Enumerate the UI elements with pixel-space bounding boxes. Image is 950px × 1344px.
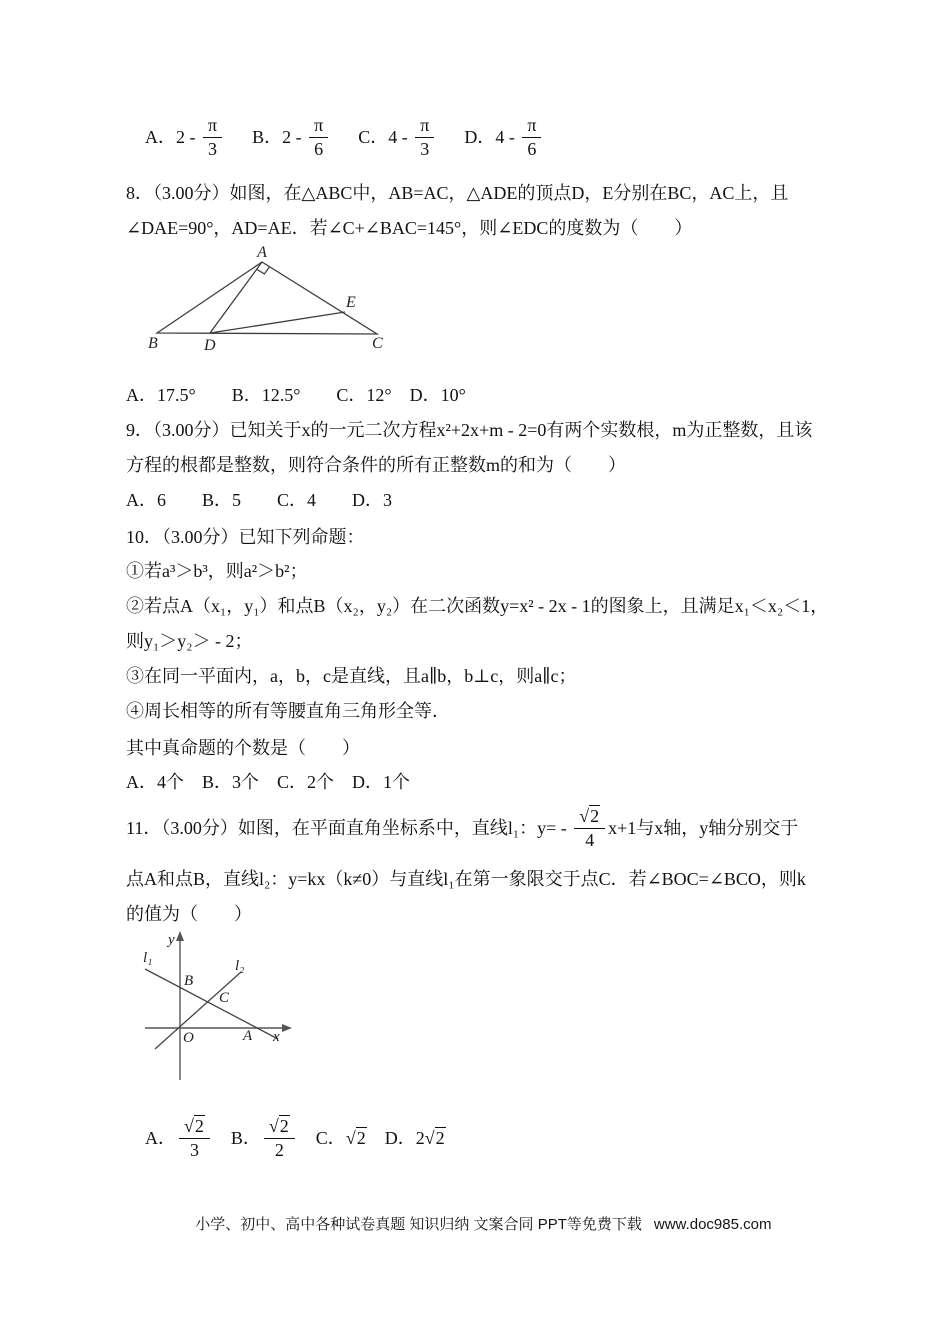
triangle-abc — [157, 262, 377, 334]
vertex-label-e: E — [346, 294, 356, 311]
fraction: $\frac{√2}{4}$ — [574, 806, 605, 850]
option-pre: 4 - — [495, 127, 520, 147]
q10-statement-4: ④周长相等的所有等腰直角三角形全等． — [126, 701, 450, 721]
q11-stem-line1-pre: 11．（3.00分）如图，在平面直角坐标系中，直线l₁：y= - — [126, 818, 572, 838]
q7-option-a — [145, 115, 225, 159]
q9-options-row: A．6 B．5 C．4 D．3 — [126, 490, 393, 510]
radical-expression: √2 — [424, 1128, 445, 1148]
q7-option-c — [358, 115, 437, 159]
radical-sign: √ — [268, 1115, 279, 1136]
fraction: $\frac{\pi}{6}$ — [309, 115, 328, 159]
q11-stem-line1 — [126, 799, 798, 857]
fraction: $\frac{√2}{2}$ — [264, 1116, 295, 1160]
radical-sign: √ — [579, 805, 590, 826]
footer — [0, 1196, 950, 1251]
option-pre: 2 — [415, 1128, 425, 1148]
point-label-a: A — [243, 1028, 253, 1044]
q11-option-c — [316, 1128, 367, 1148]
point-label-o: O — [183, 1030, 194, 1046]
option-pre: 2 - — [176, 127, 200, 147]
radical-sign: √ — [184, 1115, 194, 1136]
vertex-label-a: A — [257, 244, 267, 261]
option-label: D． — [384, 1128, 416, 1148]
right-angle-mark — [257, 267, 270, 274]
line-l2 — [155, 972, 241, 1049]
y-axis-arrow — [176, 931, 184, 941]
line-label-l2: l₂ — [235, 958, 245, 974]
q10-question: 其中真命题的个数是（ ） — [126, 738, 360, 758]
q11-coordinate-figure — [140, 928, 300, 1088]
q10-statement-2: ②若点A（x₁，y₁）和点B（x₂，y₂）在二次函数y=x² - 2x - 1的图象上，且满足x₁＜x₂＜1， — [126, 596, 829, 616]
q8-stem-line2: ∠DAE=90°，AD=AE．若∠C+∠BAC=145°，则∠EDC的度数为（ ） — [126, 218, 693, 238]
q10-options-row: A．4个 B．3个 C．2个 D．1个 — [126, 772, 411, 792]
option-label: B． — [230, 1128, 261, 1148]
footer-text: 小学、初中、高中各种试卷真题 知识归纳 文案合同 PPT等免费下载 — [195, 1216, 642, 1233]
q11-options-row — [145, 1112, 473, 1164]
q10-statement-3: ③在同一平面内，a，b，c是直线，且a∥b，b⊥c，则a∥c； — [126, 666, 577, 686]
q7-options-row — [145, 112, 571, 162]
q10-statement-2-cont: 则y₁＞y₂＞ - 2； — [126, 631, 253, 651]
vertex-label-d: D — [204, 337, 216, 354]
option-label: B． — [252, 127, 283, 147]
vertex-label-b: B — [148, 335, 158, 352]
fraction: $\frac{√2}{3}$ — [179, 1116, 210, 1160]
q10-statement-1: ①若a³＞b³，则a²＞b²； — [126, 561, 308, 581]
point-label-c: C — [219, 990, 230, 1006]
option-label: C． — [358, 127, 389, 147]
q7-option-d — [464, 115, 544, 159]
option-pre: 4 - — [388, 127, 413, 147]
q11-option-a — [145, 1116, 213, 1160]
q9-stem-line2: 方程的根都是整数，则符合条件的所有正整数m的和为（ ） — [126, 455, 626, 475]
segment-ad — [210, 262, 262, 333]
fraction: $\frac{\pi}{6}$ — [522, 115, 541, 159]
q11-stem-line3: 的值为（ ） — [126, 904, 252, 924]
option-label: C． — [315, 1128, 346, 1148]
q10-stem: 10．（3.00分）已知下列命题： — [126, 527, 365, 547]
segment-de — [210, 312, 345, 333]
radical-expression: √2 — [345, 1128, 366, 1148]
q11-stem-line1-post: x+1与x轴，y轴分别交于 — [608, 818, 799, 838]
fraction: $\frac{\pi}{3}$ — [415, 115, 434, 159]
radical-sign: √ — [345, 1128, 356, 1148]
fraction: $\frac{\pi}{3}$ — [203, 115, 222, 159]
option-label: A． — [145, 1128, 176, 1148]
q8-options-row: A．17.5° B．12.5° C．12° D．10° — [126, 385, 466, 405]
option-label: A． — [145, 127, 176, 147]
q11-option-b — [231, 1116, 298, 1160]
q11-option-d — [385, 1128, 446, 1148]
q8-stem-line1: 8．（3.00分）如图，在△ABC中，AB=AC，△ADE的顶点D，E分别在BC，AC上，且 — [126, 183, 789, 203]
axis-label-x: x — [273, 1029, 280, 1045]
vertex-label-c: C — [372, 335, 383, 352]
footer-url: www.doc985.com — [653, 1216, 772, 1233]
option-label: D． — [464, 127, 496, 147]
option-pre: 2 - — [282, 127, 307, 147]
point-label-b: B — [184, 973, 194, 989]
radical-sign: √ — [424, 1128, 435, 1148]
q11-stem-line2: 点A和点B，直线l₂：y=kx（k≠0）与直线l₁在第一象限交于点C．若∠BOC=∠BCO，则k — [126, 869, 806, 889]
q7-option-b — [252, 115, 331, 159]
q8-triangle-figure — [140, 244, 395, 356]
axis-label-y: y — [168, 932, 175, 948]
q9-stem-line1: 9．（3.00分）已知关于x的一元二次方程x²+2x+m - 2=0有两个实数根，m为正整数，且该 — [126, 420, 813, 440]
x-axis-arrow — [282, 1024, 292, 1032]
line-label-l1: l₁ — [143, 950, 153, 966]
